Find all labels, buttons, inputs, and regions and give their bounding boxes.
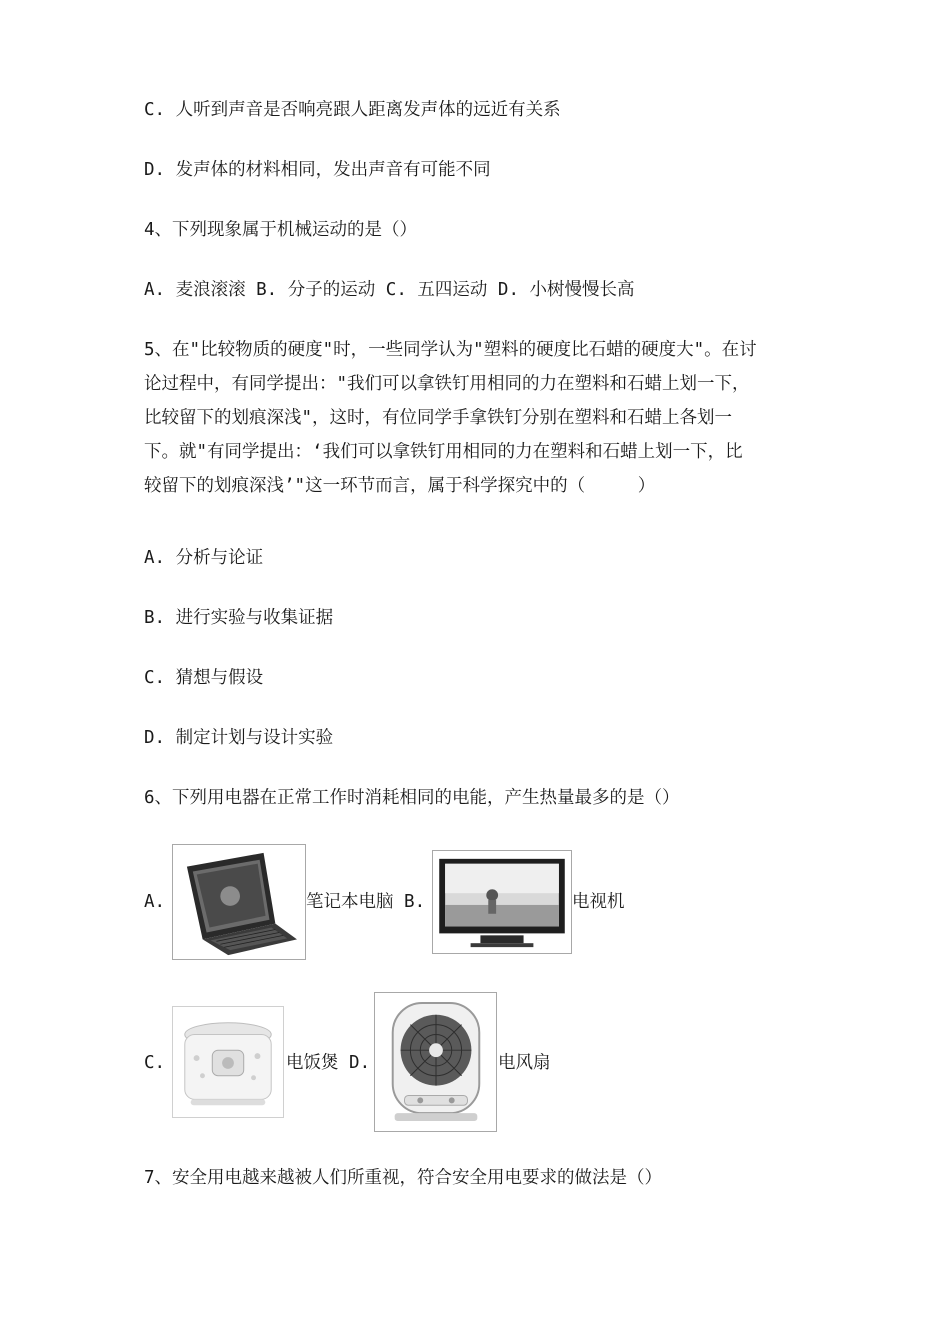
q5-stem-line: 比较留下的划痕深浅"，这时，有位同学手拿铁钉分别在塑料和石蜡上各划一: [144, 408, 733, 428]
television-icon: [433, 851, 571, 953]
q4-options: A. 麦浪滚滚 B. 分子的运动 C. 五四运动 D. 小树慢慢长高: [144, 280, 635, 300]
q6-c-label-d-prefix: 电饭煲 D.: [286, 1053, 371, 1073]
q3-option-c: C. 人听到声音是否响亮跟人距离发声体的远近有关系: [144, 100, 561, 120]
q6-b-label: 电视机: [572, 892, 625, 912]
laptop-icon: [173, 845, 305, 959]
rice-cooker-image: [172, 1006, 284, 1118]
q5-stem-line: 较留下的划痕深浅’"这一环节而言，属于科学探究中的（ ）: [144, 476, 656, 496]
q5-option-b: B. 进行实验与收集证据: [144, 608, 334, 628]
q6-a-label-b-prefix: 笔记本电脑 B.: [306, 892, 426, 912]
q5-stem-line: 5、在"比较物质的硬度"时，一些同学认为"塑料的硬度比石蜡的硬度大"。在讨: [144, 340, 757, 360]
q7-stem: 7、安全用电越来越被人们所重视，符合安全用电要求的做法是（）: [144, 1168, 663, 1188]
q6-c-prefix: C.: [144, 1053, 166, 1073]
electric-fan-icon: [375, 993, 496, 1131]
q5-stem: [144, 333, 808, 503]
q6-a-prefix: A.: [144, 892, 166, 912]
q6-d-label: 电风扇: [498, 1053, 551, 1073]
q3-option-d: D. 发声体的材料相同，发出声音有可能不同: [144, 160, 491, 180]
q5-stem-line: 下。就"有同学提出：‘我们可以拿铁钉用相同的力在塑料和石蜡上划一下，比: [144, 442, 743, 462]
q5-option-d: D. 制定计划与设计实验: [144, 728, 334, 748]
q4-stem: 4、下列现象属于机械运动的是（）: [144, 220, 418, 240]
electric-fan-image: [374, 992, 497, 1132]
q5-option-c: C. 猜想与假设: [144, 668, 264, 688]
q6-stem: 6、下列用电器在正常工作时消耗相同的电能，产生热量最多的是（）: [144, 788, 680, 808]
rice-cooker-icon: [173, 1007, 283, 1117]
q5-stem-line: 论过程中，有同学提出："我们可以拿铁钉用相同的力在塑料和石蜡上划一下，: [144, 374, 750, 394]
television-image: [432, 850, 572, 954]
q5-option-a: A. 分析与论证: [144, 548, 264, 568]
laptop-image: [172, 844, 306, 960]
